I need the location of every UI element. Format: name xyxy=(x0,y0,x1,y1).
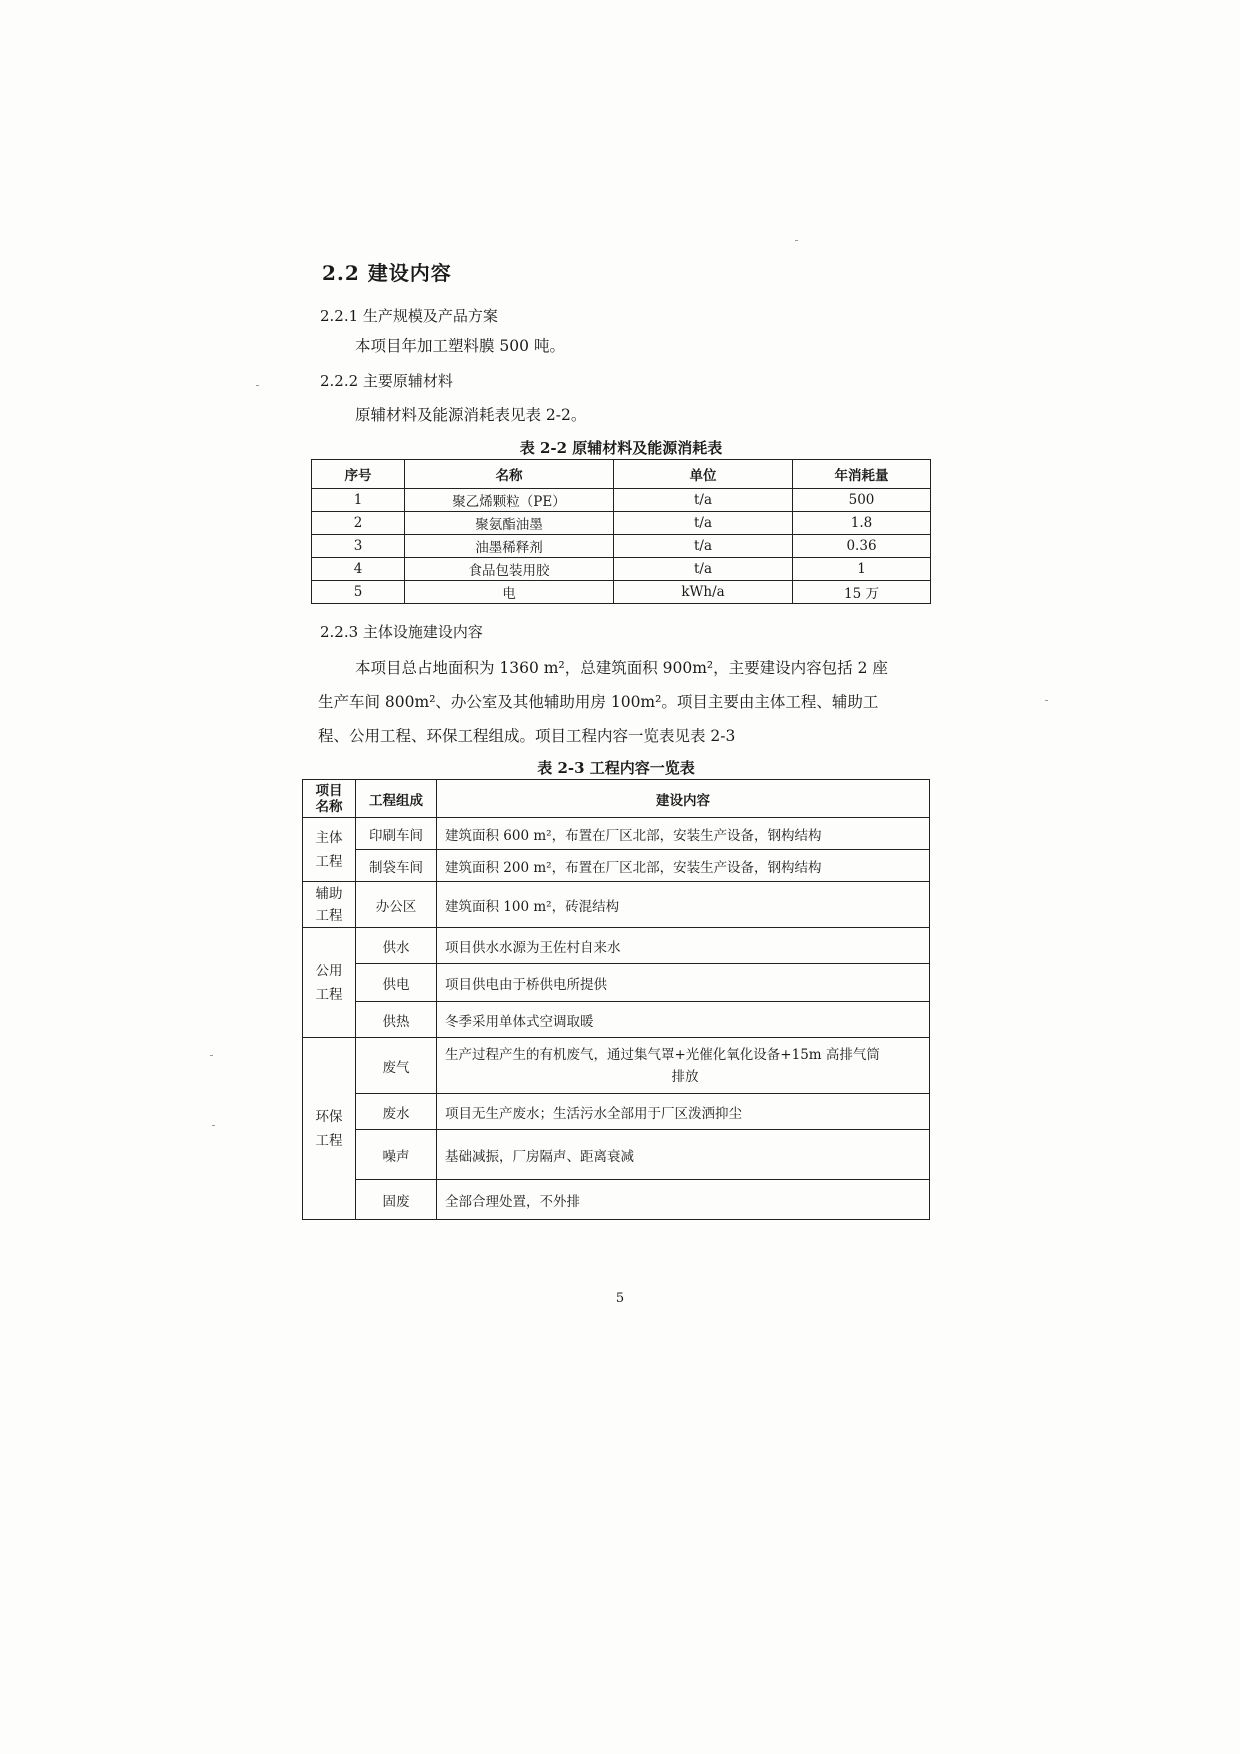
table-row xyxy=(303,850,930,882)
cell-name: 食品包装用胶 xyxy=(405,558,614,581)
group-env-b: 工程 xyxy=(315,1132,343,1149)
table-row xyxy=(303,1130,930,1180)
scan-speck xyxy=(795,240,798,241)
cell-content: 项目供电由于桥供电所提供 xyxy=(437,964,930,1002)
table-2-3-caption: 表 2-3 工程内容一览表 xyxy=(537,759,695,777)
table-row xyxy=(303,1002,930,1038)
col-header-name: 名称 xyxy=(405,460,614,489)
cell-part: 制袋车间 xyxy=(356,850,437,882)
cell-unit: kWh/a xyxy=(614,581,793,604)
cell-part: 印刷车间 xyxy=(356,818,437,850)
cell-part: 供水 xyxy=(356,928,437,964)
cell-content: 建筑面积 100 m²，砖混结构 xyxy=(437,882,930,928)
group-pub-a: 公用 xyxy=(315,962,343,979)
group-pub-b: 工程 xyxy=(315,986,343,1003)
cell-index: 1 xyxy=(312,489,405,512)
col-header-index: 序号 xyxy=(312,460,405,489)
cell-amount: 0.36 xyxy=(793,535,931,558)
cell-unit: t/a xyxy=(614,489,793,512)
cell-name: 电 xyxy=(405,581,614,604)
cell-amount: 1 xyxy=(793,558,931,581)
scan-speck xyxy=(256,385,259,386)
cell-content-line2: 排放 xyxy=(671,1068,699,1085)
subsection-2-2-1-heading: 2.2.1 生产规模及产品方案 xyxy=(320,307,498,325)
cell-content: 项目无生产废水；生活污水全部用于厂区泼洒抑尘 xyxy=(437,1094,930,1130)
table-row xyxy=(303,1180,930,1220)
materials-table xyxy=(311,459,931,604)
table-row xyxy=(303,882,930,928)
table-row xyxy=(303,1038,930,1094)
table-header-row xyxy=(312,460,931,489)
cell-unit: t/a xyxy=(614,512,793,535)
col-header-unit: 单位 xyxy=(614,460,793,489)
cell-content: 冬季采用单体式空调取暖 xyxy=(437,1002,930,1038)
table-row xyxy=(303,964,930,1002)
cell-content: 项目供水水源为王佐村自来水 xyxy=(437,928,930,964)
col-header-project-a: 项目 xyxy=(315,782,343,799)
page-number: 5 xyxy=(615,1291,625,1306)
group-aux-a: 辅助 xyxy=(315,885,343,902)
table-row xyxy=(303,928,930,964)
cell-name: 聚乙烯颗粒（PE） xyxy=(405,489,614,512)
cell-content: 基础减振，厂房隔声、距离衰减 xyxy=(437,1130,930,1180)
group-aux-b: 工程 xyxy=(315,907,343,924)
table-row xyxy=(312,535,931,558)
table-row xyxy=(312,581,931,604)
scan-speck xyxy=(212,1125,215,1126)
cell-content: 建筑面积 600 m²，布置在厂区北部，安装生产设备，钢构结构 xyxy=(437,818,930,850)
subsection-2-2-3-line2: 生产车间 800m²、办公室及其他辅助用房 100m²。项目主要由主体工程、辅助工 xyxy=(318,693,879,711)
cell-content xyxy=(437,1038,930,1094)
scan-speck xyxy=(210,1055,213,1056)
group-aux xyxy=(303,882,356,928)
cell-amount: 15 万 xyxy=(793,581,931,604)
table-header-row xyxy=(303,780,930,818)
cell-part: 固废 xyxy=(356,1180,437,1220)
cell-index: 5 xyxy=(312,581,405,604)
col-header-annual: 年消耗量 xyxy=(793,460,931,489)
cell-part: 噪声 xyxy=(356,1130,437,1180)
cell-content: 全部合理处置，不外排 xyxy=(437,1180,930,1220)
table-row xyxy=(312,512,931,535)
cell-content: 建筑面积 200 m²，布置在厂区北部，安装生产设备，钢构结构 xyxy=(437,850,930,882)
cell-amount: 1.8 xyxy=(793,512,931,535)
cell-index: 2 xyxy=(312,512,405,535)
cell-unit: t/a xyxy=(614,558,793,581)
works-table xyxy=(302,779,930,1220)
group-main-a: 主体 xyxy=(315,829,343,846)
subsection-2-2-1-text: 本项目年加工塑料膜 500 吨。 xyxy=(355,337,565,355)
cell-index: 4 xyxy=(312,558,405,581)
table-2-2-caption: 表 2-2 原辅材料及能源消耗表 xyxy=(519,439,723,457)
group-env-a: 环保 xyxy=(315,1108,343,1125)
table-row xyxy=(312,489,931,512)
cell-index: 3 xyxy=(312,535,405,558)
table-row xyxy=(303,1094,930,1130)
col-header-project-b: 名称 xyxy=(315,798,343,815)
subsection-2-2-2-heading: 2.2.2 主要原辅材料 xyxy=(320,372,453,390)
group-main-b: 工程 xyxy=(315,853,343,870)
cell-part: 废气 xyxy=(356,1038,437,1094)
cell-name: 油墨稀释剂 xyxy=(405,535,614,558)
cell-part: 供热 xyxy=(356,1002,437,1038)
group-pub xyxy=(303,928,356,1038)
table-row xyxy=(303,818,930,850)
cell-unit: t/a xyxy=(614,535,793,558)
col-header-content: 建设内容 xyxy=(437,780,930,818)
group-main xyxy=(303,818,356,882)
cell-content-line1: 生产过程产生的有机废气，通过集气罩+光催化氧化设备+15m 高排气筒 xyxy=(445,1046,880,1063)
cell-amount: 500 xyxy=(793,489,931,512)
cell-part: 办公区 xyxy=(356,882,437,928)
cell-part: 供电 xyxy=(356,964,437,1002)
table-row xyxy=(312,558,931,581)
cell-part: 废水 xyxy=(356,1094,437,1130)
section-title: 2.2 建设内容 xyxy=(322,261,452,285)
subsection-2-2-3-heading: 2.2.3 主体设施建设内容 xyxy=(320,623,483,641)
col-header-part: 工程组成 xyxy=(356,780,437,818)
subsection-2-2-2-text: 原辅材料及能源消耗表见表 2-2。 xyxy=(355,406,587,424)
scan-speck xyxy=(1045,700,1048,701)
col-header-project xyxy=(303,780,356,818)
subsection-2-2-3-line3: 程、公用工程、环保工程组成。项目工程内容一览表见表 2-3 xyxy=(318,727,736,745)
cell-name: 聚氨酯油墨 xyxy=(405,512,614,535)
group-env xyxy=(303,1038,356,1220)
subsection-2-2-3-line1: 本项目总占地面积为 1360 m²，总建筑面积 900m²，主要建设内容包括 2 座 xyxy=(355,659,888,677)
